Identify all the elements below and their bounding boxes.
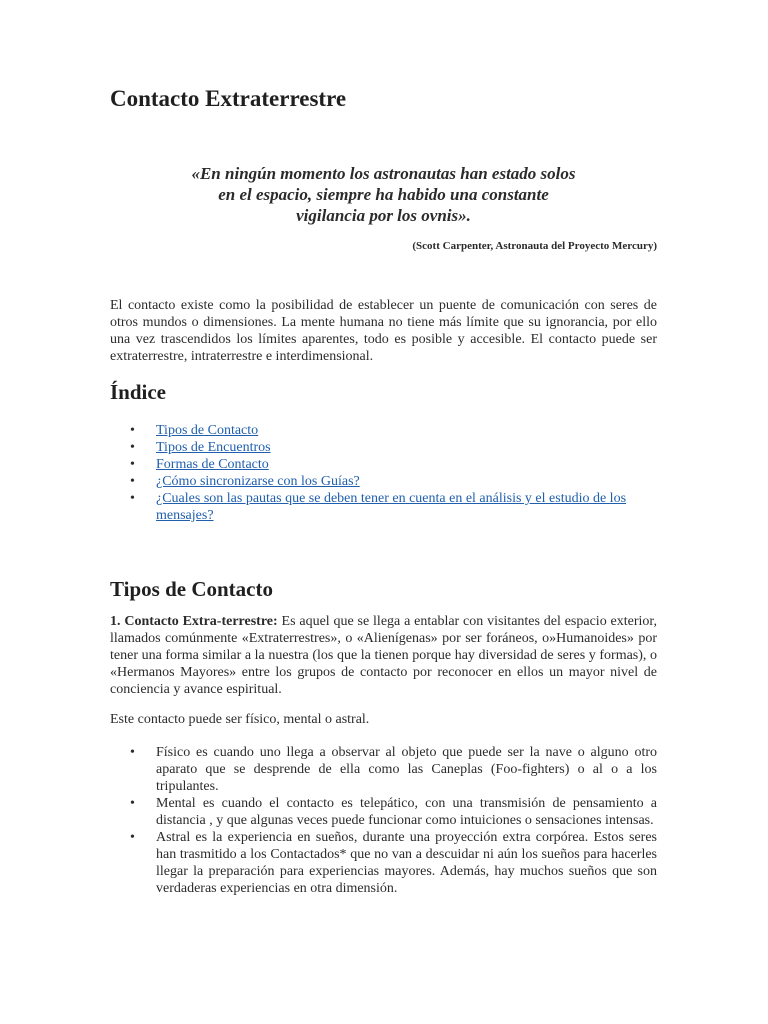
quote-attribution: (Scott Carpenter, Astronauta del Proyecto Mercury) bbox=[412, 240, 657, 252]
bullet-icon: • bbox=[130, 796, 135, 811]
toc-link-formas-de-contacto[interactable]: Formas de Contacto bbox=[156, 457, 269, 472]
section-paragraph: Este contacto puede ser físico, mental o astral. bbox=[110, 712, 370, 727]
intro-paragraph: El contacto existe como la posibilidad de establecer un puente de comunicación con seres de otros mundos o dimensiones. La mente humana no tiene más límite que su ignorancia, por ello una vez trascendidos los límites aparentes, todo es posible y accesible. El contacto puede ser extraterrestre, intraterrestre e interdimensional. bbox=[110, 298, 657, 364]
bullet-icon: • bbox=[130, 440, 135, 455]
toc-link-sincronizarse-guias[interactable]: ¿Cómo sincronizarse con los Guías? bbox=[156, 474, 360, 489]
quote-block bbox=[110, 163, 657, 226]
paragraph-text: Es aquel que se llega a entablar con visitantes del espacio exterior, llamados comúnmente «Extraterrestres», o «Alienígenas» por ser foráneos, o»Humanoides» por tener una forma similar a la nuestra (los que la tienen porque hay diversidad de seres y formas), o «Hermanos Mayores» entre los grupos de contacto por reconocer en ellos un mayor nivel de conciencia y avance espiritual. bbox=[110, 614, 658, 697]
bullet-icon: • bbox=[130, 474, 135, 489]
list-item bbox=[110, 829, 657, 897]
index-heading: Índice bbox=[110, 380, 167, 404]
paragraph-label: 1. Contacto Extra-terrestre: bbox=[110, 614, 278, 629]
quote-line: «En ningún momento los astronautas han estado solos bbox=[191, 164, 576, 183]
bullet-icon: • bbox=[130, 830, 135, 845]
list-item-text: Físico es cuando uno llega a observar al objeto que puede ser la nave o alguno otro aparato que se desprende de ella como las Caneplas (Foo-fighters) o al o a los tripulantes. bbox=[156, 745, 657, 794]
section-heading: Tipos de Contacto bbox=[110, 577, 273, 601]
list-item-text: Astral es la experiencia en sueños, durante una proyección extra corpórea. Estos seres han trasmitido a los Contactados* que no van a descuidar ni aún los sueños para hacerles llegar la preparación para experiencias mayores. Además, hay muchos sueños que son verdaderas experiencias en otra dimensión. bbox=[156, 830, 657, 896]
bullet-icon: • bbox=[130, 423, 135, 438]
quote-line: en el espacio, siempre ha habido una constante bbox=[218, 185, 549, 204]
toc-item bbox=[110, 456, 657, 473]
contact-types-list bbox=[110, 744, 657, 897]
list-item-text: Mental es cuando el contacto es telepático, con una transmisión de pensamiento a distancia , y que algunas veces puede funcionar como intuiciones o sensaciones intensas. bbox=[156, 796, 657, 828]
page-title: Contacto Extraterrestre bbox=[110, 86, 347, 111]
table-of-contents bbox=[110, 422, 657, 524]
bullet-icon: • bbox=[130, 457, 135, 472]
toc-link-tipos-de-encuentros[interactable]: Tipos de Encuentros bbox=[156, 440, 271, 455]
toc-item bbox=[110, 422, 657, 439]
list-item bbox=[110, 795, 657, 829]
bullet-icon: • bbox=[130, 745, 135, 760]
section-paragraph bbox=[110, 613, 657, 698]
toc-item bbox=[110, 439, 657, 456]
toc-link-tipos-de-contacto[interactable]: Tipos de Contacto bbox=[156, 423, 259, 438]
toc-item bbox=[110, 490, 657, 524]
quote-line: vigilancia por los ovnis». bbox=[296, 206, 471, 225]
bullet-icon: • bbox=[130, 491, 135, 506]
toc-item bbox=[110, 473, 657, 490]
toc-link-pautas-mensajes[interactable]: ¿Cuales son las pautas que se deben tener en cuenta en el análisis y el estudio de los mensajes? bbox=[156, 491, 627, 523]
list-item bbox=[110, 744, 657, 795]
